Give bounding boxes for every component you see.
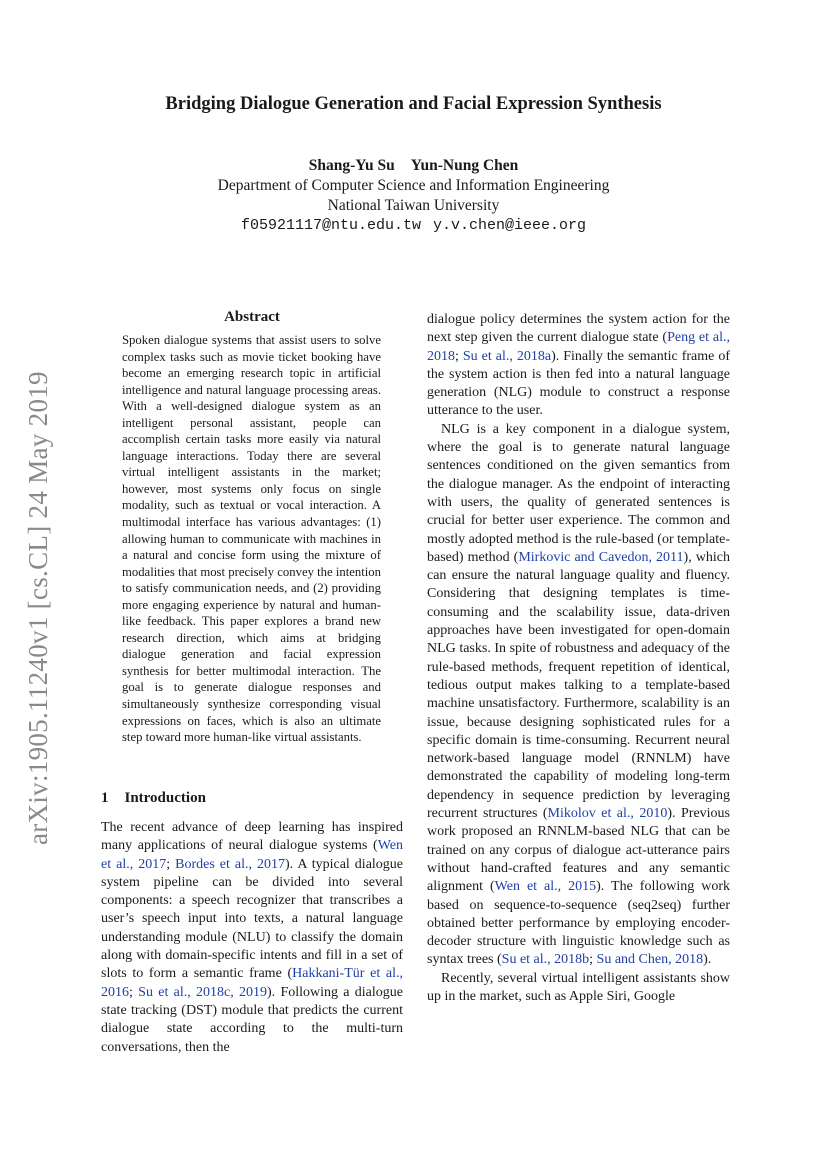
affiliation-department: Department of Computer Science and Information Engineering: [217, 177, 610, 194]
citation-link[interactable]: Su et al., 2018a: [462, 348, 552, 364]
citation-link[interactable]: Peng et al., 2018: [427, 330, 730, 364]
citation-link[interactable]: Su et al., 2018b: [501, 952, 590, 968]
citation-link[interactable]: Hakkani-Tür et al., 2016: [101, 966, 403, 1000]
email-address[interactable]: f05921117@ntu.edu.tw: [240, 217, 421, 234]
paragraph-nlg: NLG is a key component in a dialogue system, where the goal is to generate natural language sentences conditioned on the given semantics from the dialogue manager. As the endpoint of interacting with users, the quality of generated sentences is crucial for better user experience. The common and mostly adopted method is the rule-based (or template-based) method (Mirkovic and Cavedon, 2011), which can ensure the natural language quality and fluency. Considering that designing templates is time-consuming and the scalability issue, data-driven approaches have been investigated for open-domain NLG tasks. In spite of robustness and adequacy of the rule-based methods, frequent repetition of identical, tedious output makes talking to a template-based machine unsatisfactory. Furthermore, scalability is an issue, because designing sophisticated rules for a specific domain is time-consuming. Recurrent neural network-based language model (RNNLM) have demonstrated the capability of modeling long-term dependency in sequence prediction by leveraging recurrent structures (Mikolov et al., 2010). Previous work proposed an RNNLM-based NLG that can be trained on any corpus of dialogue act-utterance pairs without hand-crafted features and any semantic alignment (Wen et al., 2015). The following work based on sequence-to-sequence (seq2seq) further obtained better performance by employing encoder-decoder structure with linguistic knowledge such as syntax trees (Su et al., 2018b; Su and Chen, 2018).: [427, 421, 731, 968]
abstract-heading: Abstract: [224, 309, 280, 325]
intro-paragraph-left: The recent advance of deep learning has inspired many applications of neural dialogue systems (Wen et al., 2017; Bordes et al., 2017). A typical dialogue system pipeline can be divided into several components: a speech recognizer that transcribes a user’s speech input into texts, a natural language understanding module (NLU) to classify the domain along with domain-specific intents and fill in a set of slots to form a semantic frame (Hakkani-Tür et al., 2016; Su et al., 2018c, 2019). Following a dialogue state tracking (DST) module that predicts the current dialogue state according to the multi-turn conversations, then the: [101, 820, 404, 1055]
citation-link[interactable]: Wen et al., 2017: [101, 838, 403, 872]
section-title: Introduction: [124, 790, 206, 806]
author-name: Shang-Yu Su: [308, 157, 395, 174]
citation-link[interactable]: Mirkovic and Cavedon, 2011: [518, 549, 684, 565]
citation-link[interactable]: Bordes et al., 2017: [175, 856, 285, 872]
author-list: [0, 157, 827, 175]
affiliation-university: National Taiwan University: [327, 197, 500, 214]
paragraph-recently: Recently, several virtual intelligent assistants show up in the market, such as Apple Siri, Google: [427, 970, 730, 1004]
abstract-text: Spoken dialogue systems that assist users to solve complex tasks such as movie ticket booking have become an emerging research topic in artificial intelligence and natural language processing areas. With a well-designed dialogue system as an intelligent personal assistant, people can accomplish certain tasks more easily via natural language interactions. Today there are several virtual intelligent assistants in the market; however, most systems only focus on single modality, such as textual or vocal interaction. A multimodal interface has various advantages: (1) allowing human to communicate with machines in a natural and concise form using the mixture of modalities that most precisely convey the intention to satisfy communication needs, and (2) providing more engaging experience by natural and human-like feedback. This paper explores a brand new research direction, which aims at bridging dialogue generation and facial expression synthesis for better multimodal interaction. The goal is to generate dialogue responses and simultaneously synthesize corresponding visual expressions on faces, which is also an ultimate step toward more human-like virtual assistants.: [122, 333, 381, 745]
citation-link[interactable]: Su et al., 2018c, 2019: [138, 984, 267, 1000]
citation-link[interactable]: Wen et al., 2015: [494, 879, 597, 895]
author-name: Yun-Nung Chen: [410, 157, 519, 174]
paper-title: Bridging Dialogue Generation and Facial Expression Synthesis: [165, 94, 662, 114]
email-address[interactable]: y.v.chen@ieee.org: [433, 217, 587, 234]
paragraph-continued: dialogue policy determines the system action for the next step given the current dialogue state (Peng et al., 2018; Su et al., 2018a). Finally the semantic frame of the system action is then fed into a natural language generation (NLG) module to construct a response utterance to the user.: [427, 312, 730, 419]
arxiv-identifier-stamp: arXiv:1905.11240v1 [cs.CL] 24 May 2019: [23, 371, 53, 845]
citation-link[interactable]: Mikolov et al., 2010: [547, 806, 668, 822]
right-column-text: [427, 311, 730, 1006]
citation-link[interactable]: Su and Chen, 2018: [596, 952, 704, 968]
author-emails: [0, 217, 827, 234]
section-number: 1: [101, 790, 109, 806]
section-heading-introduction: [101, 790, 206, 807]
